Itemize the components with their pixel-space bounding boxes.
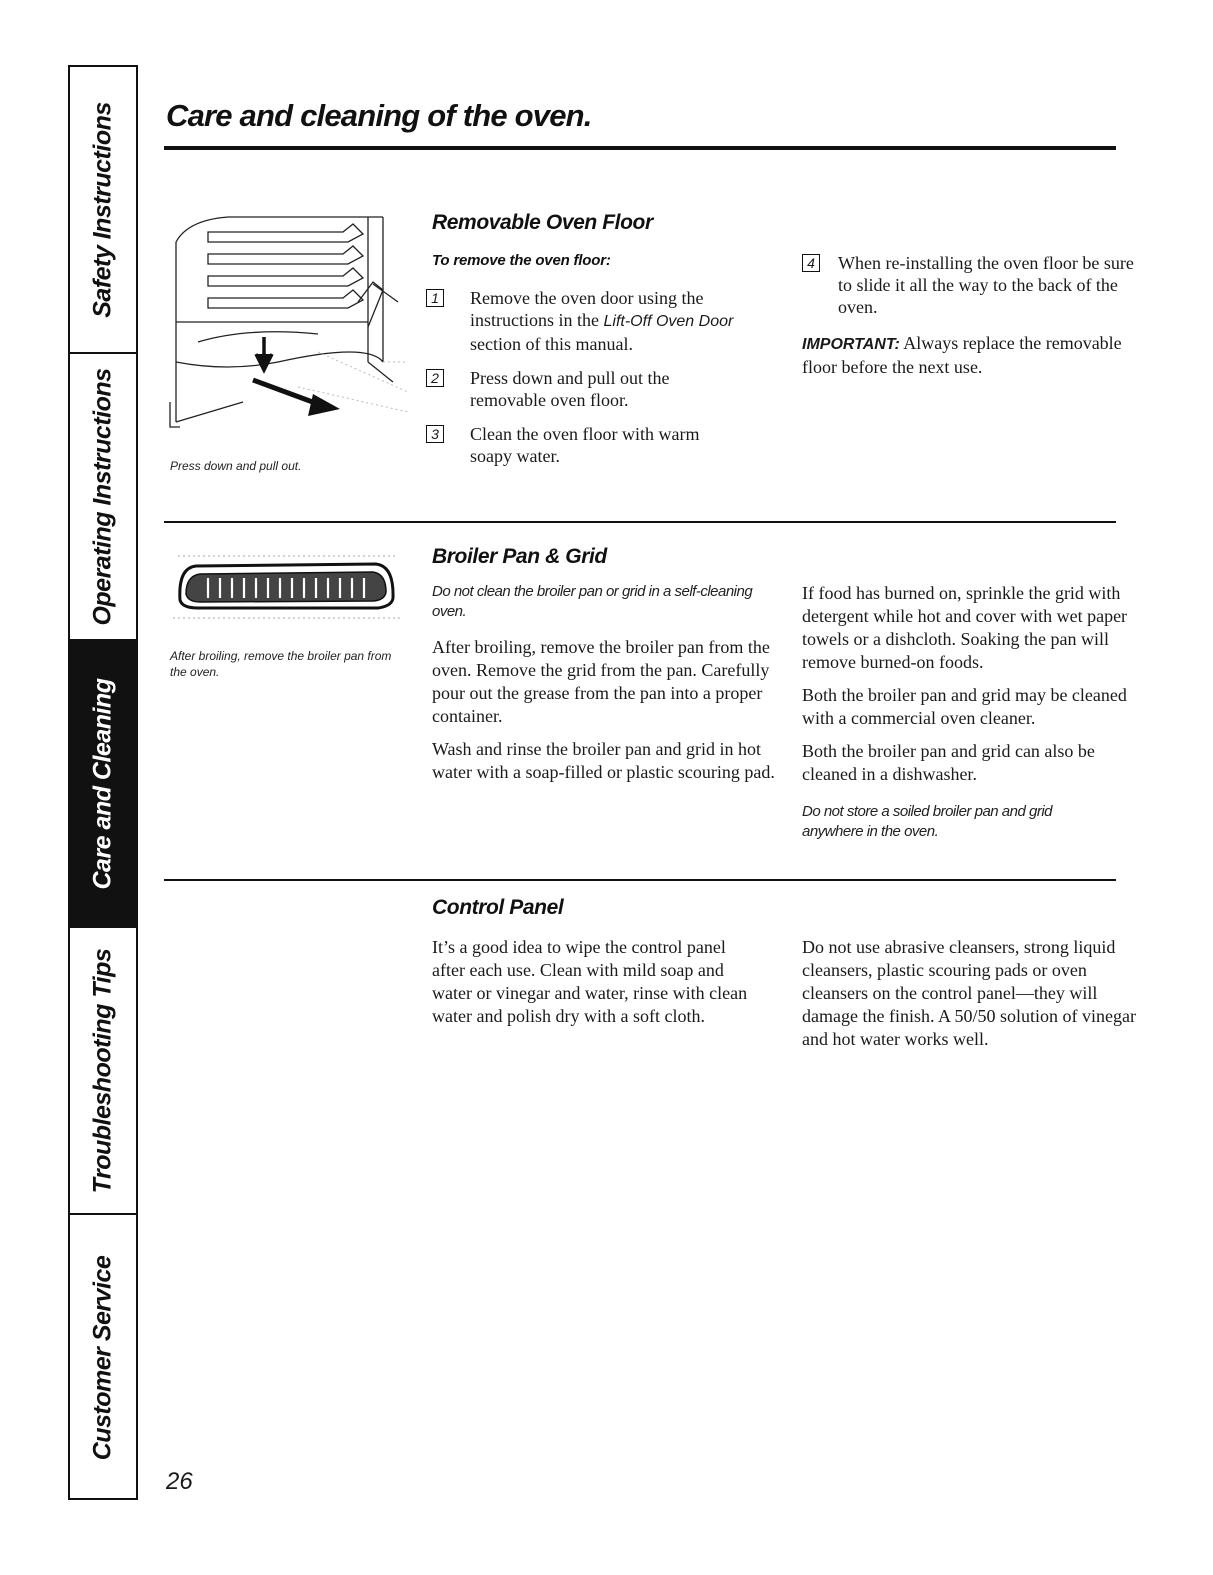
broiler-pan-illustration bbox=[168, 548, 408, 628]
broiler-storage-note: Do not store a soiled broiler pan and grid anywhere in the oven. bbox=[802, 803, 1052, 840]
tab-label: Care and Cleaning bbox=[88, 678, 117, 889]
step-text: Press down and pull out the removable oven floor. bbox=[470, 368, 670, 410]
important-text: Always replace the removable floor before the next use. bbox=[802, 333, 1122, 377]
broiler-paragraph: Both the broiler pan and grid can also be cleaned in a dishwasher. bbox=[802, 741, 1095, 784]
broiler-caption: After broiling, remove the broiler pan from the oven. bbox=[170, 649, 392, 679]
broiler-column-1 bbox=[432, 636, 777, 794]
control-panel-column-2: Do not use abrasive cleansers, strong liquid cleansers, plastic scouring pads or oven cleansers on the control panel—they will damage the finish. A 50/50 solution of vinegar and hot water works well. bbox=[802, 937, 1136, 1049]
tab-label: Troubleshooting Tips bbox=[88, 948, 117, 1193]
important-label: IMPORTANT: bbox=[802, 336, 900, 353]
step-text: Remove the oven door using the instructions in the Lift-Off Oven Door section of this manual. bbox=[470, 288, 734, 354]
oven-floor-illustration bbox=[168, 212, 408, 457]
page-number: 26 bbox=[166, 1468, 193, 1495]
step-text: When re-installing the oven floor be sure to slide it all the way to the back of the oven. bbox=[838, 253, 1134, 317]
tab-label: Customer Service bbox=[88, 1255, 117, 1460]
tab-customer-service[interactable] bbox=[70, 1215, 136, 1500]
step-emphasis: Lift-Off Oven Door bbox=[603, 313, 734, 330]
broiler-paragraph: Both the broiler pan and grid may be cleaned with a commercial oven cleaner. bbox=[802, 685, 1127, 728]
removable-floor-subheading: To remove the oven floor: bbox=[432, 252, 611, 269]
tab-label: Safety Instructions bbox=[88, 101, 117, 318]
control-panel-heading: Control Panel bbox=[432, 896, 564, 919]
section-divider bbox=[164, 521, 1116, 523]
step-number: 3 bbox=[426, 425, 444, 443]
broiler-paragraph: After broiling, remove the broiler pan from the oven. Remove the grid from the pan. Carefully pour out the grease from the pan into a proper container. bbox=[432, 637, 770, 726]
removable-floor-heading: Removable Oven Floor bbox=[432, 211, 653, 234]
side-tab-rail bbox=[68, 65, 138, 1500]
step-number: 1 bbox=[426, 289, 444, 307]
step-3 bbox=[426, 423, 766, 469]
section-divider bbox=[164, 879, 1116, 881]
tab-operating-instructions[interactable] bbox=[70, 354, 136, 641]
step-4 bbox=[802, 252, 1142, 322]
step-1 bbox=[426, 287, 766, 357]
oven-floor-caption: Press down and pull out. bbox=[170, 459, 302, 473]
step-number: 4 bbox=[802, 254, 820, 272]
broiler-paragraph: Wash and rinse the broiler pan and grid in hot water with a soap-filled or plastic scouring pad. bbox=[432, 739, 775, 782]
broiler-paragraph: If food has burned on, sprinkle the grid with detergent while hot and cover with wet paper towels or a dishcloth. Soaking the pan will remove burned-on foods. bbox=[802, 583, 1128, 672]
tab-care-and-cleaning[interactable] bbox=[70, 641, 136, 928]
important-note bbox=[802, 332, 1132, 379]
step-number: 2 bbox=[426, 369, 444, 387]
broiler-warning: Do not clean the broiler pan or grid in a self-cleaning oven. bbox=[432, 583, 753, 620]
control-panel-column-1: It’s a good idea to wipe the control panel after each use. Clean with mild soap and water or vinegar and water, rinse with clean water and polish dry with a soft cloth. bbox=[432, 937, 748, 1026]
step-2 bbox=[426, 367, 766, 413]
broiler-column-2 bbox=[802, 582, 1147, 796]
tab-troubleshooting-tips[interactable] bbox=[70, 928, 136, 1215]
page-title: Care and cleaning of the oven. bbox=[166, 98, 592, 133]
step-text: Clean the oven floor with warm soapy water. bbox=[470, 424, 700, 466]
tab-label: Operating Instructions bbox=[88, 367, 117, 626]
broiler-heading: Broiler Pan & Grid bbox=[432, 545, 607, 568]
tab-safety-instructions[interactable] bbox=[70, 67, 136, 354]
title-rule bbox=[164, 146, 1116, 150]
